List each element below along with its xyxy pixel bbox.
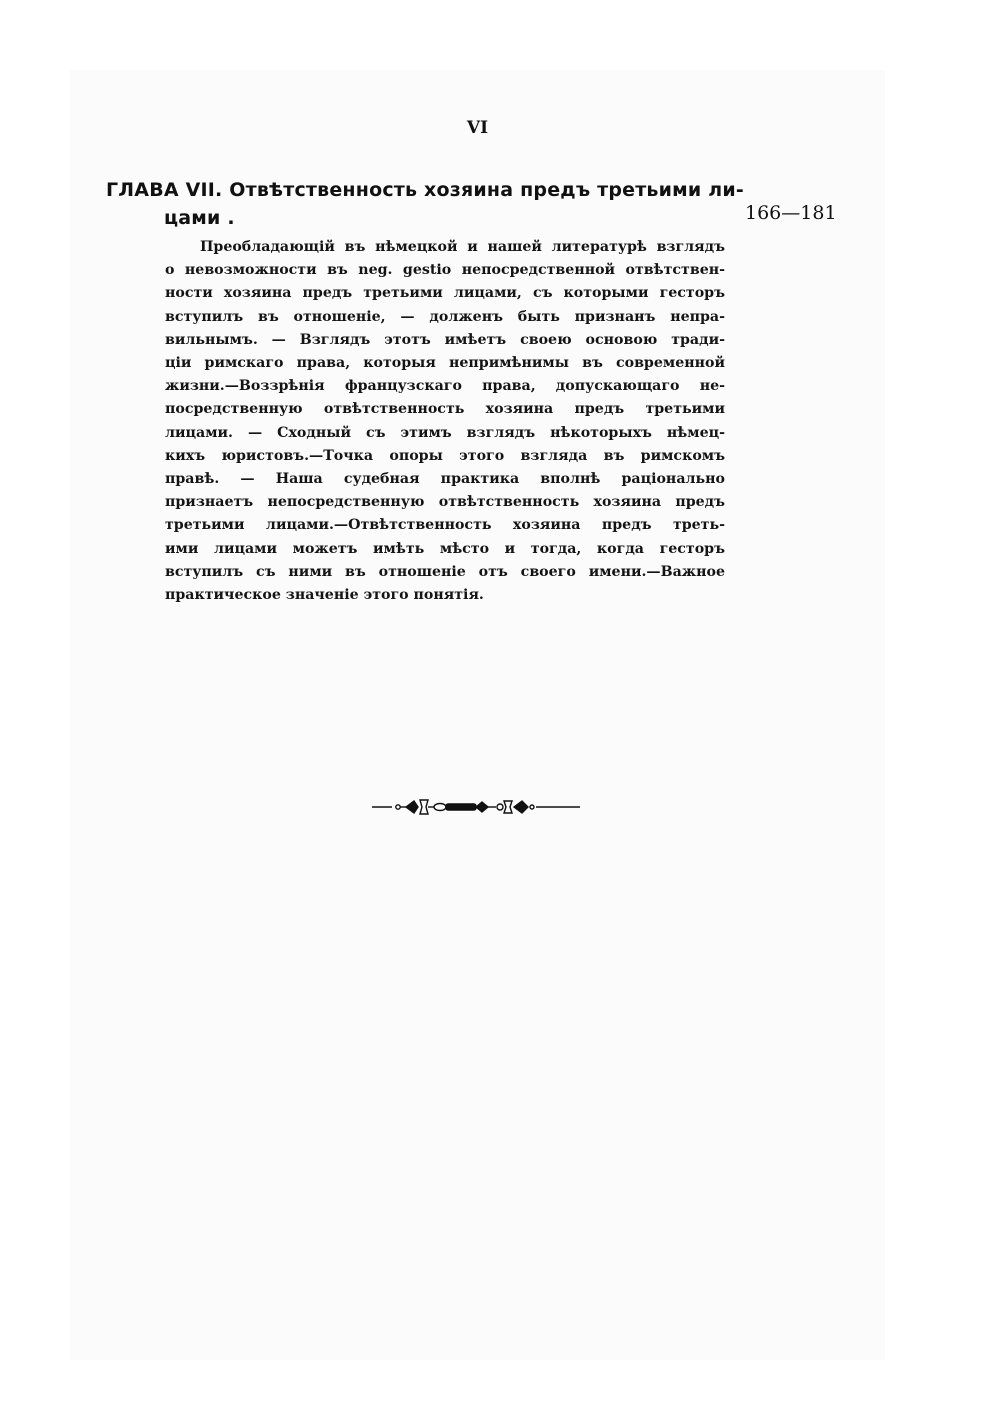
summary-line: кихъ юристовъ.—Точка опоры этого взгляда въ римскомъ (165, 447, 725, 464)
summary-line: вступилъ въ отношеніе, — долженъ быть признанъ непра- (165, 308, 725, 325)
chapter-heading-line-2: цами . (164, 207, 235, 229)
ornament-divider-icon (370, 796, 582, 818)
summary-line: ими лицами можетъ имѣть мѣсто и тогда, когда гесторъ (165, 540, 725, 557)
summary-line: лицами. — Сходный съ этимъ взглядъ нѣкоторыхъ нѣмец- (165, 424, 725, 441)
summary-line: о невозможности въ neg. gestio непосредственной отвѣтствен- (165, 262, 725, 279)
summary-line: вступилъ съ ними въ отношеніе отъ своего имени.—Важное (165, 563, 725, 580)
summary-line: ности хозяина предъ третьими лицами, съ которыми гесторъ (165, 285, 725, 302)
summary-line: ціи римскаго права, которыя непримѣнимы въ современной (165, 355, 725, 372)
summary-line: практическое значеніе этого понятія. (165, 587, 484, 604)
page-number: VI (466, 118, 489, 138)
summary-line: посредственную отвѣтственность хозяина предъ третьими (165, 401, 725, 418)
summary-line: жизни.—Воззрѣнія французскаго права, допускающаго не- (165, 378, 725, 395)
summary-line: третьими лицами.—Отвѣтственность хозяина предъ треть- (165, 517, 725, 534)
summary-line: правѣ. — Наша судебная практика вполнѣ раціонально (165, 471, 725, 488)
summary-line: Преобладающій въ нѣмецкой и нашей литературѣ взглядъ (200, 239, 725, 255)
chapter-page-range: 166—181 (745, 202, 837, 224)
chapter-heading-line-1: ГЛАВА VII. Отвѣтственность хозяина предъ третьими ли- (106, 179, 744, 201)
chapter-summary (165, 236, 725, 607)
summary-line: признаетъ непосредственную отвѣтственность хозяина предъ (165, 494, 725, 511)
chapter-heading (106, 176, 746, 232)
summary-line: вильнымъ. — Взглядъ этотъ имѣетъ своею основою тради- (165, 331, 725, 348)
